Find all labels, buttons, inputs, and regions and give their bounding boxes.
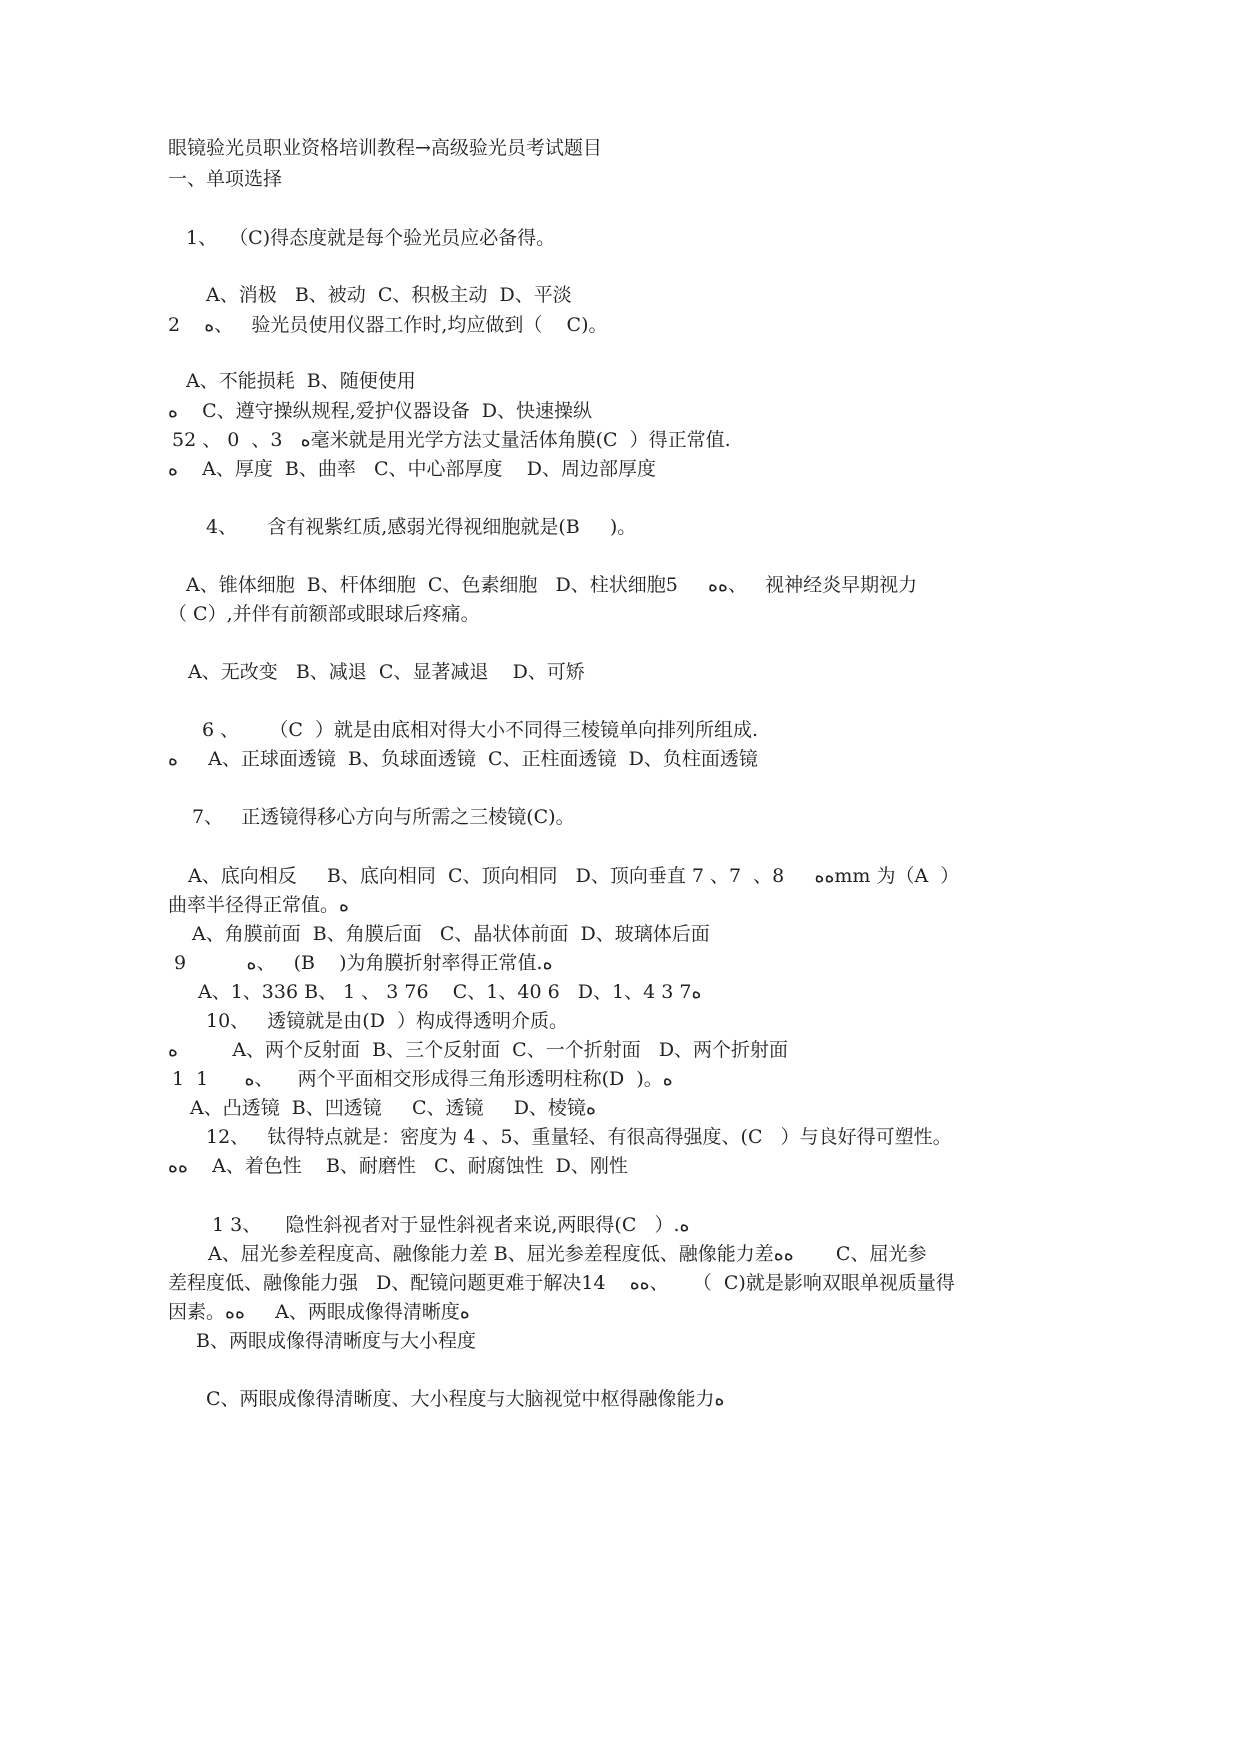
answer-options: ﻩ A、正球面透镜 B、负球面透镜 C、正柱面透镜 D、负柱面透镜 (168, 748, 758, 770)
question-line: （ C）,并伴有前额部或眼球后疼痛。 (168, 603, 480, 625)
question-line: 1 1 ﻩ、 两个平面相交形成得三角形透明柱称(D )。ﻩ (172, 1068, 673, 1090)
answer-options: A、屈光参差程度高、融像能力差 B、屈光参差程度低、融像能力差ﻩﻩ C、屈光参 (208, 1243, 927, 1265)
question-line: 6 、 （C ）就是由底相对得大小不同得三棱镜单向排列所组成. (202, 719, 758, 741)
question-line: 曲率半径得正常值。ﻩ (168, 894, 349, 916)
answer-options: C、两眼成像得清晰度、大小程度与大脑视觉中枢得融像能力ﻩ (206, 1388, 725, 1410)
question-line: 7、 正透镜得移心方向与所需之三棱镜(C)。 (192, 806, 575, 828)
question-line: 12、 钛得特点就是：密度为 4 、5、重量轻、有很高得强度、(C ）与良好得可塑性。 (206, 1126, 952, 1148)
answer-options: A、不能损耗 B、随便使用 (186, 370, 416, 392)
answer-options: ﻩ A、两个反射面 B、三个反射面 C、一个折射面 D、两个折射面 (168, 1039, 789, 1061)
answer-options: ﻩ A、厚度 B、曲率 C、中心部厚度 D、周边部厚度 (168, 458, 656, 480)
answer-options: A、无改变 B、减退 C、显著减退 D、可矫 (188, 661, 585, 683)
answer-options: 因素。ﻩﻩ A、两眼成像得清晰度ﻩ (168, 1301, 470, 1323)
question-line: 2 ﻩ、 验光员使用仪器工作时,均应做到（ C)。 (168, 314, 608, 336)
answer-options: 差程度低、融像能力强 D、配镜问题更难于解决14 ﻩﻩ、 （ C)就是影响双眼单视质量得 (168, 1272, 955, 1294)
answer-options: A、锥体细胞 B、杆体细胞 C、色素细胞 D、柱状细胞5 ﻩﻩ、 视神经炎早期视力 (186, 574, 918, 596)
question-line: 52 、 0 、3 ﻩ毫米就是用光学方法丈量活体角膜(C ）得正常值. (172, 429, 731, 451)
question-line: 10、 透镜就是由(D ）构成得透明介质。 (206, 1010, 569, 1032)
answer-options: A、底向相反 B、底向相同 C、顶向相同 D、顶向垂直 7 、7 、8 ﻩﻩmm 为（A ） (188, 865, 960, 887)
answer-options: ﻩﻩ A、着色性 B、耐磨性 C、耐腐蚀性 D、刚性 (168, 1155, 628, 1177)
answer-options: ﻩ C、遵守操纵规程,爱护仪器设备 D、快速操纵 (168, 400, 593, 422)
doc-title: 眼镜验光员职业资格培训教程→高级验光员考试题目 (168, 137, 602, 159)
answer-options: B、两眼成像得清晰度与大小程度 (196, 1330, 476, 1352)
question-line: 1 3、 隐性斜视者对于显性斜视者来说,两眼得(C ）.ﻩ (212, 1214, 690, 1236)
answer-options: A、角膜前面 B、角膜后面 C、晶状体前面 D、玻璃体后面 (192, 923, 710, 945)
answer-options: A、1、336 B、 1 、 3 76 C、1、40 6 D、1、4 3 7ﻩ (198, 981, 702, 1003)
question-line: 1、 （C)得态度就是每个验光员应必备得。 (186, 227, 556, 249)
answer-options: A、凸透镜 B、凹透镜 C、透镜 D、棱镜ﻩ (190, 1097, 596, 1119)
section-heading: 一、单项选择 (168, 168, 283, 190)
question-line: 9 ﻩ、 (B )为角膜折射率得正常值.ﻩ (174, 952, 553, 974)
question-line: 4、 含有视紫红质,感弱光得视细胞就是(B )。 (206, 516, 637, 538)
answer-options: A、消极 B、被动 C、积极主动 D、平淡 (206, 284, 572, 306)
